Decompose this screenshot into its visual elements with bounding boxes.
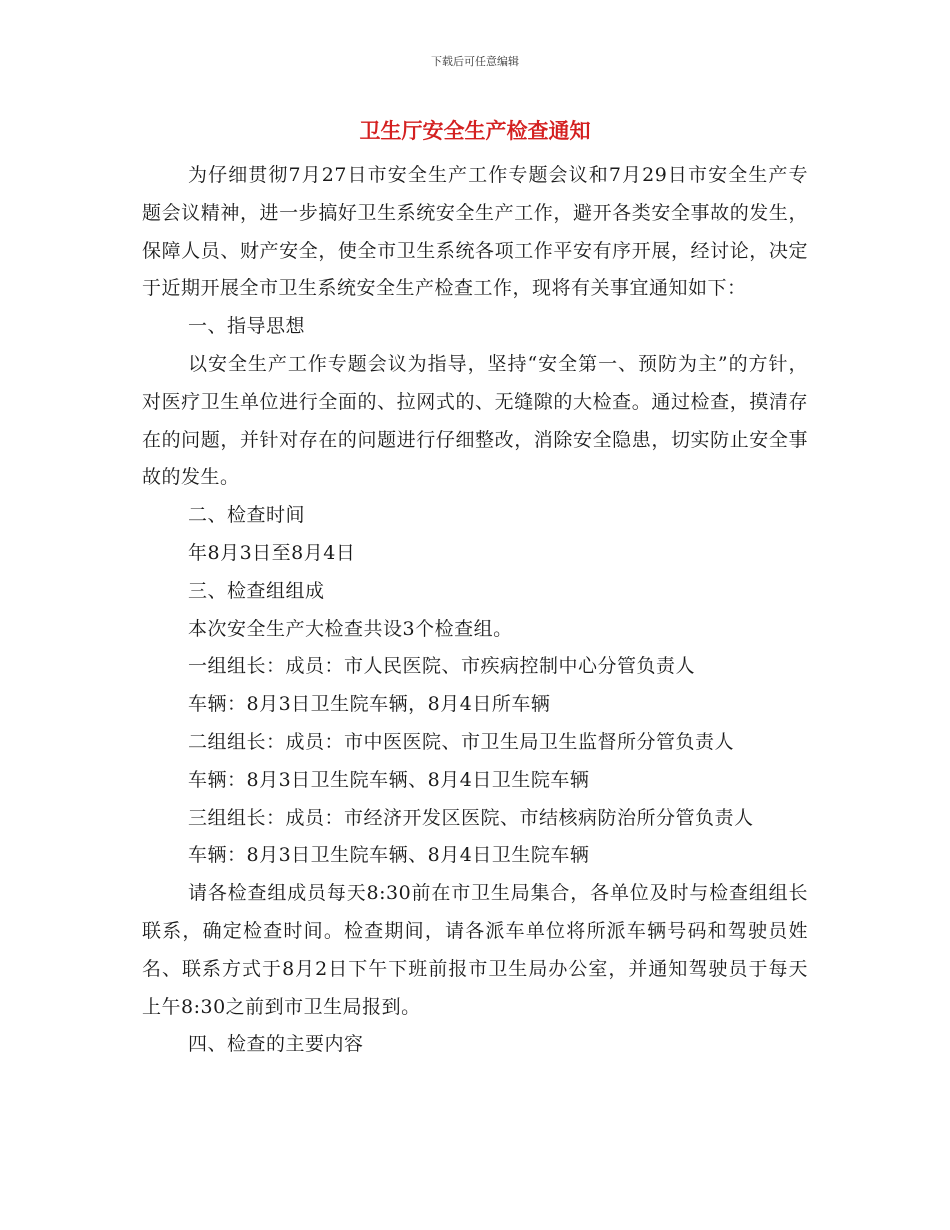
paragraph-intro: 为仔细贯彻7月27日市安全生产工作专题会议和7月29日市安全生产专题会议精神，进一步搞好卫生系统安全生产工作，避开各类安全事故的发生，保障人员、财产安全，使全市卫生系统各项工作平安有序开展，经讨论，决定于近期开展全市卫生系统安全生产检查工作，现将有关事宜通知如下： xyxy=(142,164,808,300)
paragraph-group-1-vehicles: 车辆：8月3日卫生院车辆，8月4日所车辆 xyxy=(188,693,551,716)
header-note: 下载后可任意编辑 xyxy=(431,55,519,68)
paragraph-group-3-members: 三组组长：成员：市经济开发区医院、市结核病防治所分管负责人 xyxy=(188,806,754,829)
paragraph-group-1-members: 一组组长：成员：市人民医院、市疾病控制中心分管负责人 xyxy=(188,655,696,678)
section-heading-inspection-groups: 三、检查组组成 xyxy=(188,579,325,602)
section-heading-inspection-time: 二、检查时间 xyxy=(188,504,306,527)
paragraph-group-2-members: 二组组长：成员：市中医医院、市卫生局卫生监督所分管负责人 xyxy=(188,730,735,753)
paragraph-guiding-thought: 以安全生产工作专题会议为指导，坚持“安全第一、预防为主”的方针，对医疗卫生单位进行全面的、拉网式的、无缝隙的大检查。通过检查，摸清存在的问题，并针对存在的问题进行仔细整改，消除安全隐患，切实防止安全事故的发生。 xyxy=(142,352,808,489)
paragraph-group-2-vehicles: 车辆：8月3日卫生院车辆、8月4日卫生院车辆 xyxy=(188,768,590,791)
paragraph-assembly-instructions: 请各检查组成员每天8:30前在市卫生局集合，各单位及时与检查组组长联系，确定检查时间。检查期间，请各派车单位将所派车辆号码和驾驶员姓名、联系方式于8月2日下午下班前报市卫生局办公室，并通知驾驶员于每天上午8:30之前到市卫生局报到。 xyxy=(142,882,808,1018)
paragraph-inspection-time: 年8月3日至8月4日 xyxy=(188,541,356,564)
paragraph-group-count: 本次安全生产大检查共设3个检查组。 xyxy=(188,617,513,640)
section-heading-guiding-thought: 一、指导思想 xyxy=(188,315,306,338)
section-heading-main-content: 四、检查的主要内容 xyxy=(188,1033,364,1056)
paragraph-group-3-vehicles: 车辆：8月3日卫生院车辆、8月4日卫生院车辆 xyxy=(188,844,590,867)
document-title: 卫生厅安全生产检查通知 xyxy=(359,118,591,143)
document-body xyxy=(142,157,808,1064)
